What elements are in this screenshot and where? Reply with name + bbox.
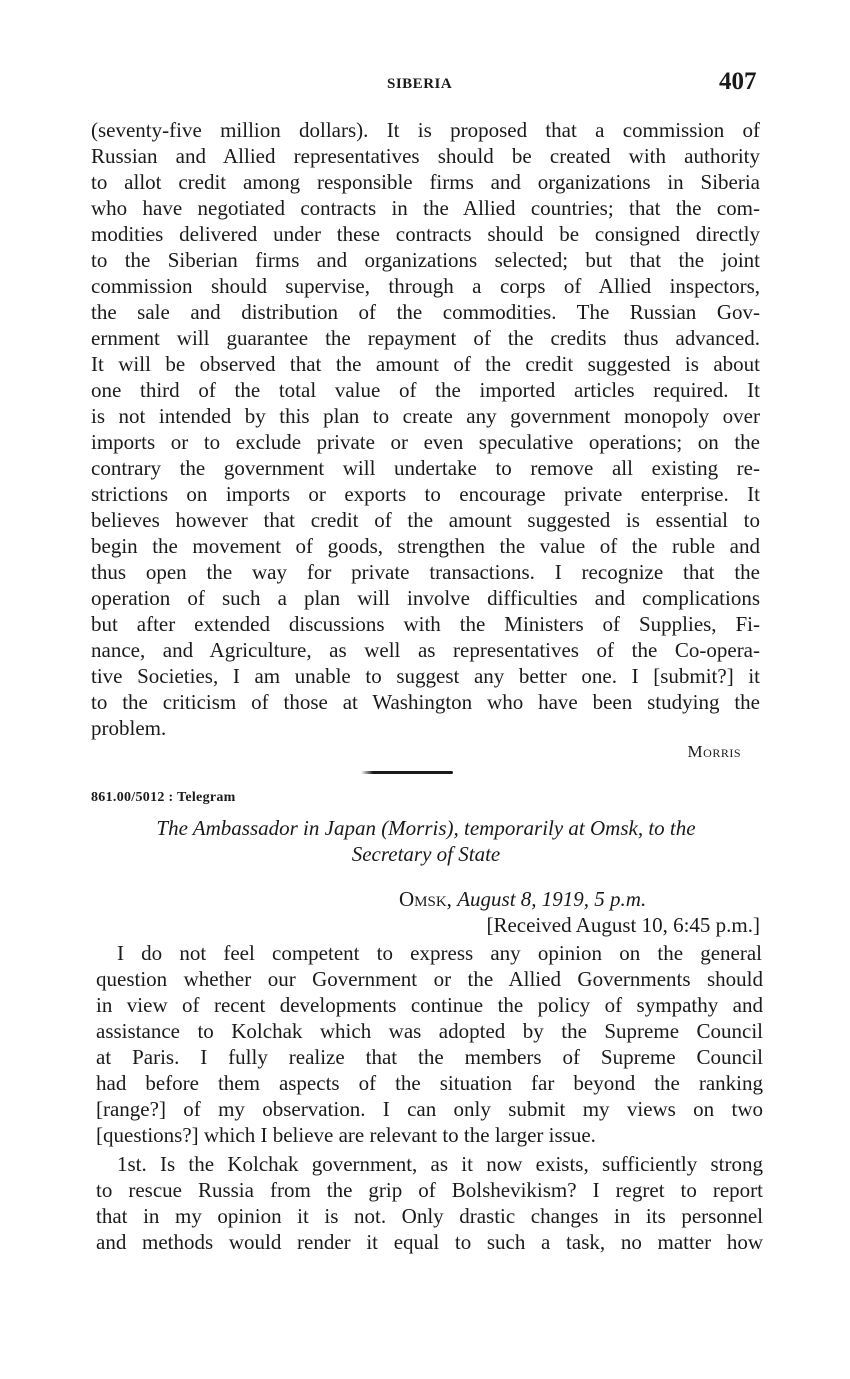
text-line: Russian and Allied representatives should be created with authority bbox=[91, 144, 760, 168]
header-title: SIBERIA bbox=[387, 76, 453, 92]
text-line: (seventy-five million dollars). It is proposed that a commission of bbox=[91, 118, 760, 142]
text-line: at Paris. I fully realize that the members of Supreme Council bbox=[96, 1045, 763, 1069]
text-line: to allot credit among responsible firms and organizations in Siberia bbox=[91, 170, 760, 194]
text-line: that in my opinion it is not. Only drastic changes in its personnel bbox=[96, 1204, 763, 1228]
text-line: [questions?] which I believe are relevant to the larger issue. bbox=[96, 1123, 596, 1147]
dateline-place: Omsk, bbox=[399, 887, 452, 911]
page-number: 407 bbox=[719, 68, 757, 95]
text-line: thus open the way for private transactions. I recognize that the bbox=[91, 560, 760, 584]
text-line: nance, and Agriculture, as well as representatives of the Co-opera- bbox=[91, 638, 760, 662]
text-line: contrary the government will undertake to remove all existing re- bbox=[91, 456, 760, 480]
text-line: [range?] of my observation. I can only submit my views on two bbox=[96, 1097, 763, 1121]
text-line: problem. bbox=[91, 716, 167, 740]
text-line: commission should supervise, through a corps of Allied inspectors, bbox=[91, 274, 760, 298]
text-line: assistance to Kolchak which was adopted by the Supreme Council bbox=[96, 1019, 763, 1043]
title-line: Secretary of State bbox=[351, 842, 501, 866]
signature: Morris bbox=[687, 742, 741, 761]
dateline-date: August 8, 1919, 5 p.m. bbox=[457, 887, 647, 911]
text-line: operation of such a plan will involve difficulties and complications bbox=[91, 586, 760, 610]
text-line: 1st. Is the Kolchak government, as it now exists, sufficiently strong bbox=[117, 1152, 763, 1176]
text-line: is not intended by this plan to create any government monopoly over bbox=[91, 404, 760, 428]
text-line: modities delivered under these contracts should be consigned directly bbox=[91, 222, 760, 246]
text-line: but after extended discussions with the Ministers of Supplies, Fi- bbox=[91, 612, 760, 636]
title-line: The Ambassador in Japan (Morris), temporarily at Omsk, to the bbox=[156, 816, 696, 840]
text-line: and methods would render it equal to such a task, no matter how bbox=[96, 1230, 763, 1254]
text-line: in view of recent developments continue the policy of sympathy and bbox=[96, 993, 763, 1017]
text-line: had before them aspects of the situation far beyond the ranking bbox=[96, 1071, 763, 1095]
text-line: the sale and distribution of the commodities. The Russian Gov- bbox=[91, 300, 760, 324]
text-line: begin the movement of goods, strengthen the value of the ruble and bbox=[91, 534, 760, 558]
text-line: one third of the total value of the imported articles required. It bbox=[91, 378, 760, 402]
text-line: I do not feel competent to express any opinion on the general bbox=[117, 941, 762, 965]
text-line: ernment will guarantee the repayment of the credits thus advanced. bbox=[91, 326, 760, 350]
text-line: to the Siberian firms and organizations selected; but that the joint bbox=[91, 248, 760, 272]
text-line: imports or to exclude private or even speculative operations; on the bbox=[91, 430, 760, 454]
dateline bbox=[399, 886, 646, 912]
text-line: question whether our Government or the Allied Governments should bbox=[96, 967, 763, 991]
text-line: to the criticism of those at Washington who have been studying the bbox=[91, 690, 760, 714]
text-line: who have negotiated contracts in the Allied countries; that the com- bbox=[91, 196, 760, 220]
text-line: believes however that credit of the amount suggested is essential to bbox=[91, 508, 760, 532]
file-reference: 861.00/5012 : Telegram bbox=[91, 790, 236, 805]
text-line: It will be observed that the amount of the credit suggested is about bbox=[91, 352, 760, 376]
text-line: to rescue Russia from the grip of Bolshevikism? I regret to report bbox=[96, 1178, 763, 1202]
text-line: strictions on imports or exports to encourage private enterprise. It bbox=[91, 482, 760, 506]
text-line: tive Societies, I am unable to suggest any better one. I [submit?] it bbox=[91, 664, 760, 688]
section-divider bbox=[361, 771, 453, 774]
received-note: [Received August 10, 6:45 p.m.] bbox=[486, 913, 760, 937]
